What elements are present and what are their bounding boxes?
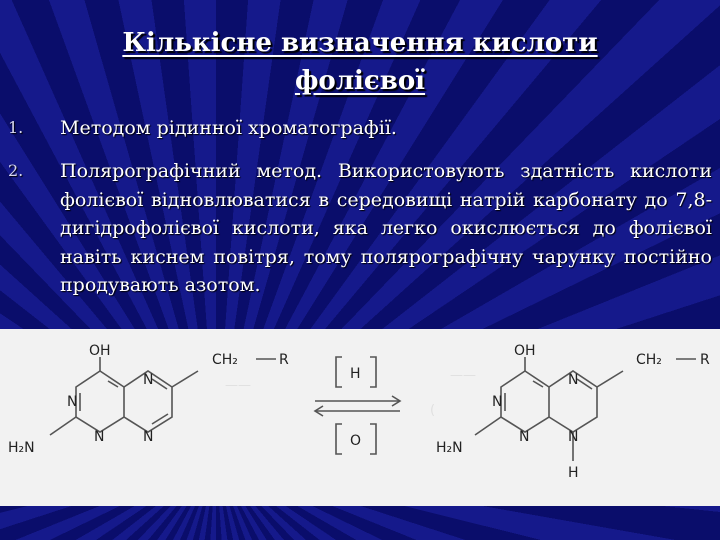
reaction-scheme — [0, 329, 720, 506]
list-item-text: Методом рідинної хроматографії. — [60, 117, 397, 139]
left-r-label: R — [279, 352, 289, 368]
left-n-label: N — [94, 429, 105, 445]
left-ch2-label: CH₂ — [212, 352, 238, 368]
left-oh-label: OH — [89, 343, 111, 359]
right-oh-label: OH — [514, 343, 536, 359]
right-nh-label: H — [568, 465, 579, 481]
left-n-label: N — [143, 372, 154, 388]
reagent-o-label: O — [350, 433, 362, 449]
left-amine-label: H₂N — [8, 440, 35, 456]
svg-text:(: ( — [430, 403, 436, 418]
reaction-scheme-panel — [0, 329, 720, 506]
left-n-label: N — [67, 394, 78, 410]
right-amine-label: H₂N — [436, 440, 463, 456]
reagent-h-label: H — [350, 366, 361, 382]
right-n-label: N — [568, 429, 579, 445]
right-n-label: N — [568, 372, 579, 388]
svg-text:——: —— — [225, 378, 251, 393]
right-ch2-label: CH₂ — [636, 352, 662, 368]
list-item-text: Полярографічний метод. Використовують здатність кислоти фолієвої відновлюватися в середовищі натрій карбонату до 7,8-дигідрофолієвої кислоти, яка легко окислюється до фолієвої навіть киснем повітря, тому полярографічну чарунку постійно продувають азотом. — [60, 160, 712, 296]
list-item-number: 1. — [8, 118, 24, 137]
reagent-labels — [350, 366, 361, 449]
left-n-label: N — [143, 429, 154, 445]
slide-title-line-1: Кількісне визначення кислоти — [122, 28, 598, 58]
slide-title — [40, 24, 680, 100]
svg-text:——: —— — [450, 368, 476, 383]
slide-title-line-2: фолієвої — [294, 66, 426, 96]
right-r-label: R — [700, 352, 710, 368]
right-n-label: N — [519, 429, 530, 445]
list-item-number: 2. — [8, 161, 24, 180]
left-molecule-labels — [8, 343, 289, 456]
right-n-label: N — [492, 394, 503, 410]
